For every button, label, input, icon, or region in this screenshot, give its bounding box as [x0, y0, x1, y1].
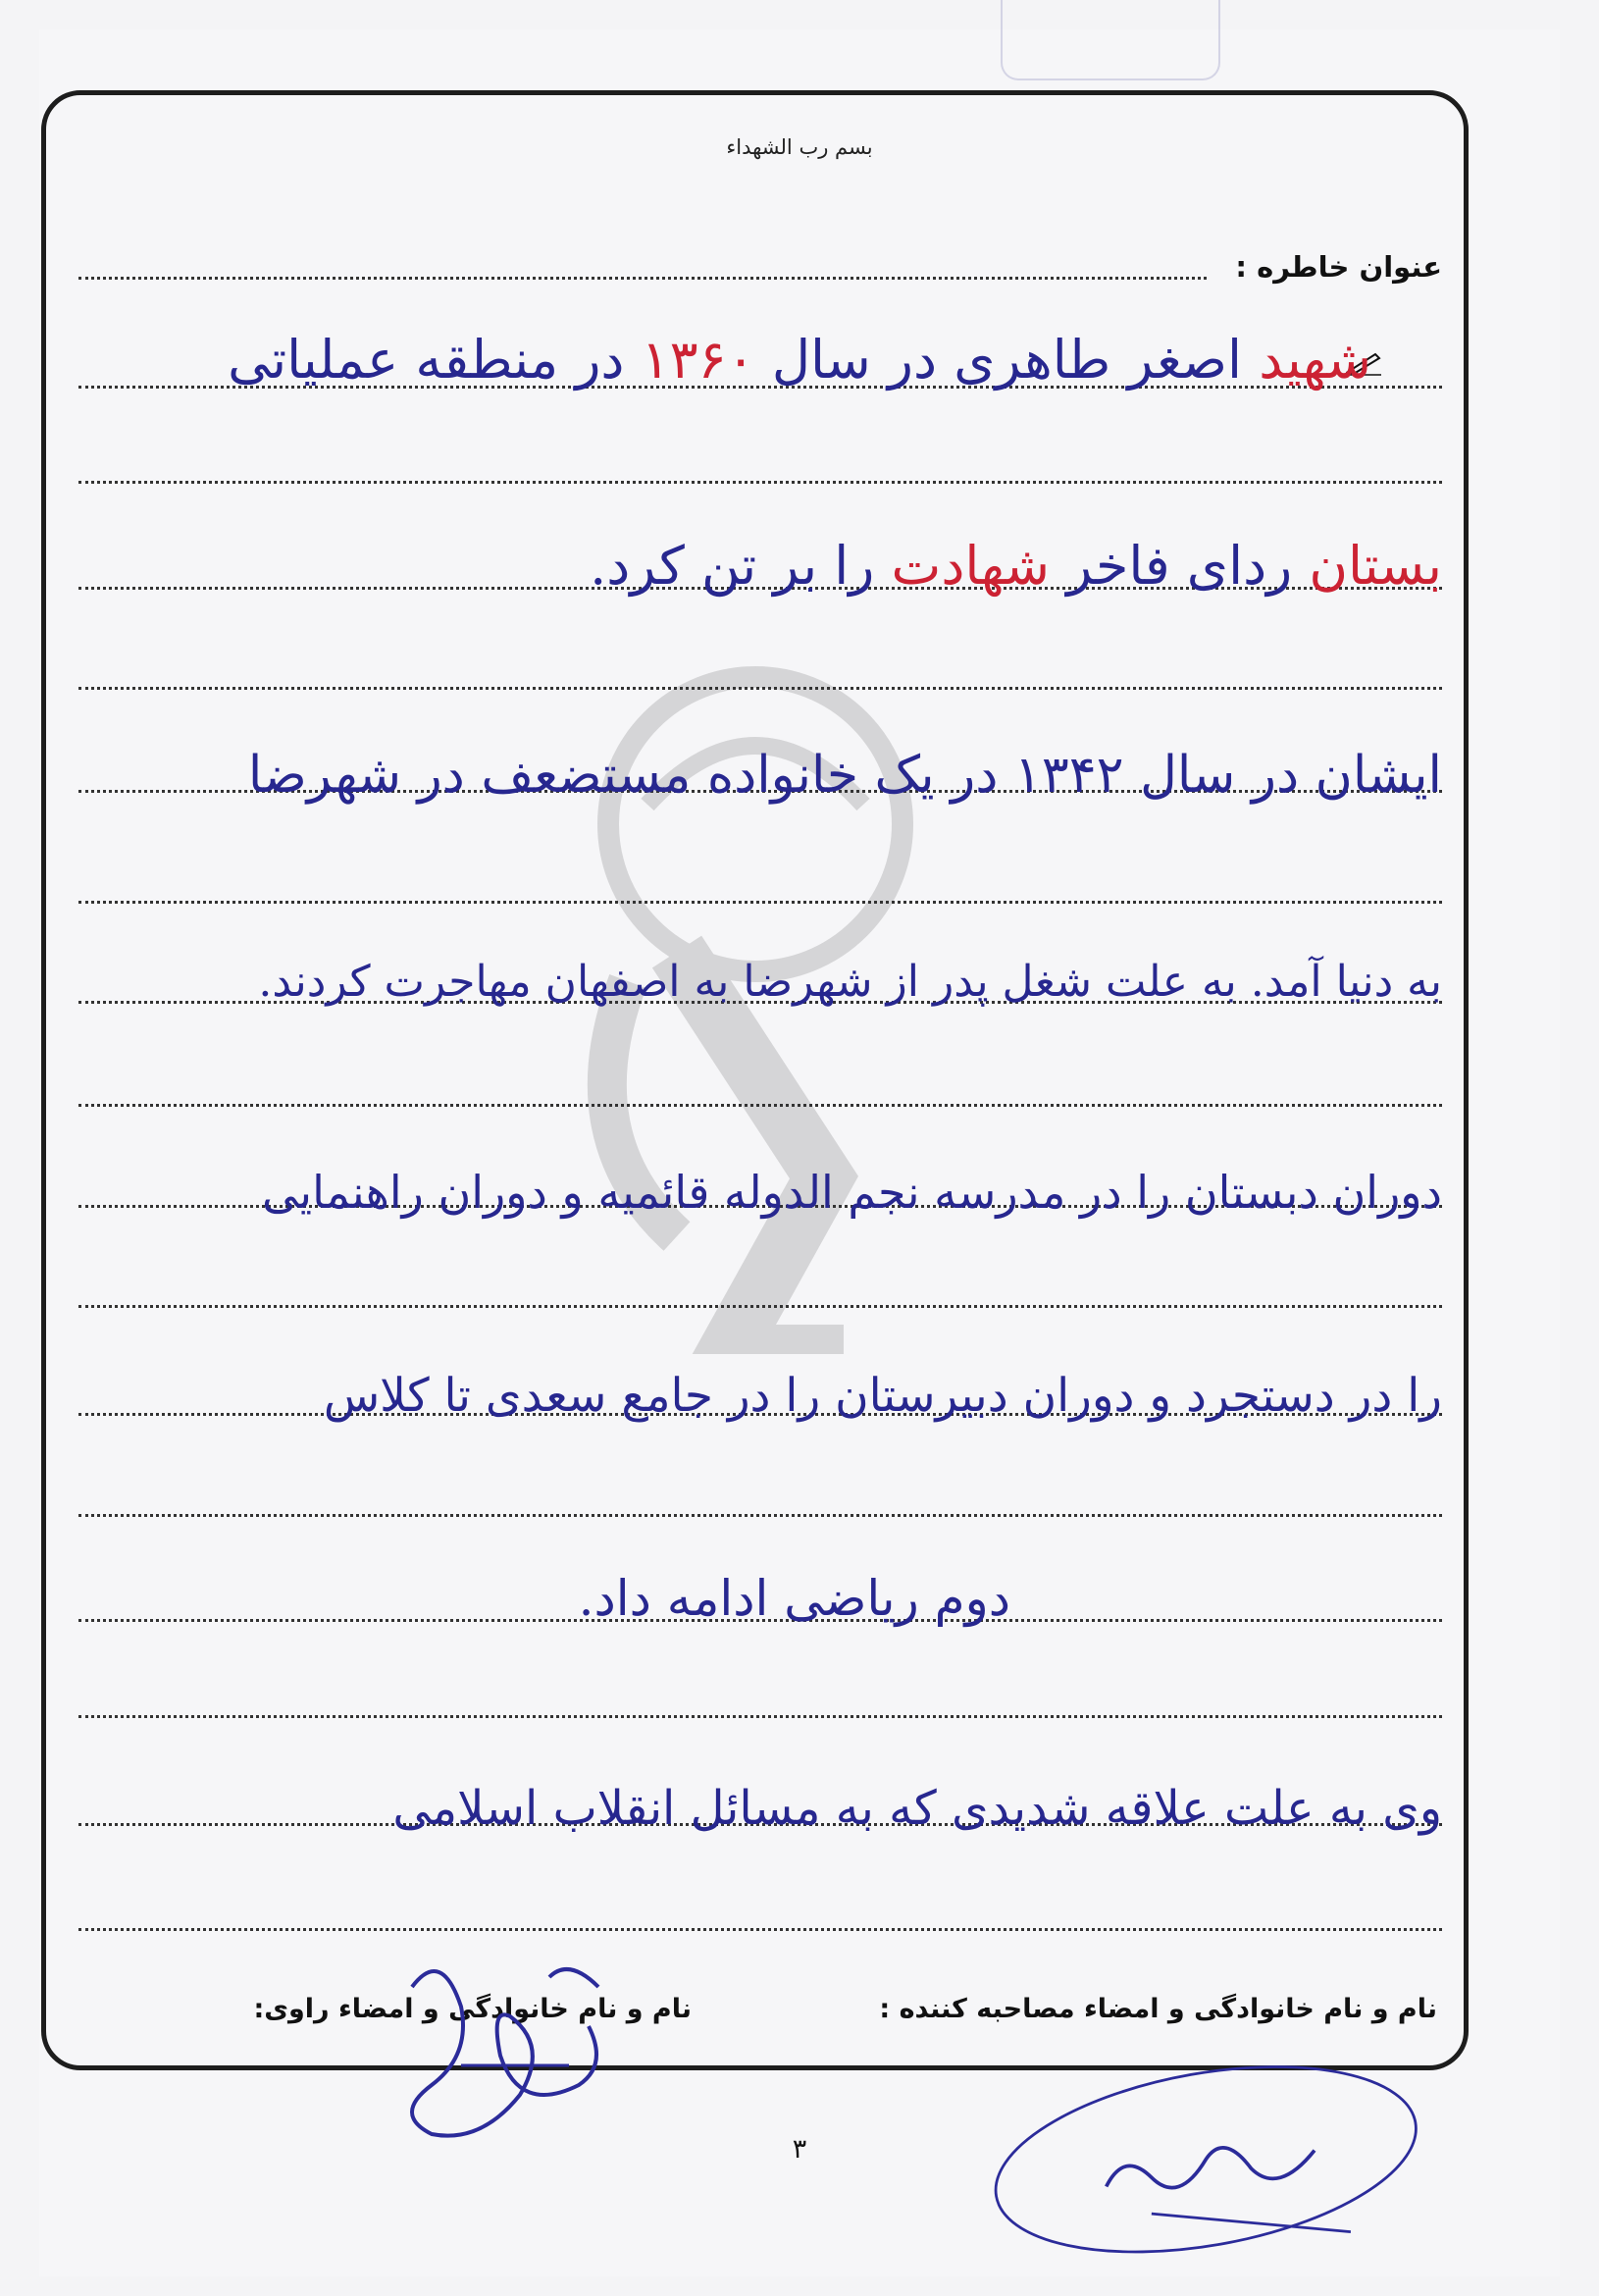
martyr-word: شهید	[1259, 329, 1371, 391]
ruled-line	[78, 1514, 1442, 1517]
narrator-signature-label: نام و نام خانوادگی و امضاء راوی:	[253, 1994, 692, 2024]
ruled-line	[78, 687, 1442, 690]
handwriting-text: اصغر طاهری در سال	[771, 329, 1243, 391]
handwritten-line-6: را در دستجرد و دوران دبیرستان را در جامع سعدی تا کلاس	[323, 1369, 1442, 1423]
stamp-mark	[1001, 0, 1220, 80]
ruled-line	[78, 1305, 1442, 1308]
handwritten-line-5: دوران دبستان را در مدرسه نجم الدوله قائمیه و دوران راهنمایی	[261, 1166, 1442, 1219]
page-number: ۳	[792, 2134, 807, 2165]
page-header: بسم رب الشهداء	[726, 135, 873, 159]
memory-title-label: عنوان خاطره :	[1235, 250, 1442, 284]
interviewer-signature-label: نام و نام خانوادگی و امضاء مصاحبه کننده :	[879, 1994, 1437, 2024]
ruled-line	[78, 1104, 1442, 1107]
handwritten-line-7: دوم ریاضی ادامه داد.	[578, 1570, 1010, 1627]
handwriting-text: ردای فاخر	[1066, 535, 1293, 597]
ruled-line	[78, 1715, 1442, 1718]
handwritten-line-3: ایشان در سال ۱۳۴۲ در یک خانواده مستضعف در شهرضا	[247, 746, 1442, 805]
title-dotted-line	[78, 277, 1207, 280]
ruled-line	[78, 1928, 1442, 1931]
handwritten-line-1	[228, 329, 1371, 391]
handwritten-line-4: به دنیا آمد. به علت شغل پدر از شهرضا به اصفهان مهاجرت کردند.	[258, 957, 1442, 1007]
ruled-line	[78, 901, 1442, 904]
year-number: ۱۳۶۰	[641, 329, 755, 391]
handwriting-text: در منطقه عملیاتی	[228, 329, 625, 391]
narrator-signature	[373, 1948, 628, 2164]
martyrdom-word: شهادت	[891, 535, 1051, 597]
handwritten-line-2	[590, 535, 1442, 597]
handwriting-text: را بر تن کرد.	[590, 535, 875, 597]
place-name: بستان	[1309, 535, 1442, 597]
ruled-line	[78, 481, 1442, 484]
interviewer-signature	[952, 2051, 1442, 2286]
handwritten-line-8: وی به علت علاقه شدیدی که به مسائل انقلاب اسلامی	[392, 1781, 1442, 1836]
